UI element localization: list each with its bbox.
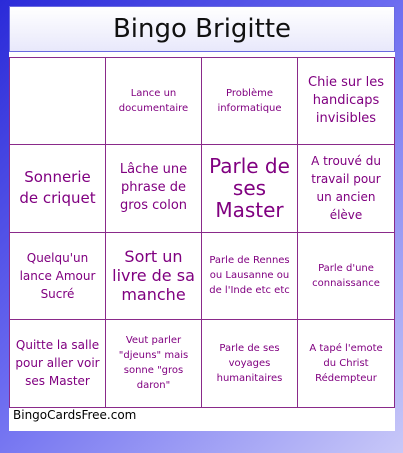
- bingo-cell-8[interactable]: A trouvé du travail pour un ancien élève: [298, 145, 394, 232]
- bingo-cell-14[interactable]: Veut parler "djeuns" mais sonne "gros daron": [106, 320, 202, 407]
- bingo-cell-1[interactable]: [10, 58, 106, 145]
- bingo-cell-13[interactable]: Quitte la salle pour aller voir ses Master: [10, 320, 106, 407]
- footer-link[interactable]: BingoCardsFree.com: [13, 408, 137, 422]
- bingo-cell-4[interactable]: Chie sur les handicaps invisibles: [298, 58, 394, 145]
- bingo-cell-5[interactable]: Sonnerie de criquet: [10, 145, 106, 232]
- bingo-cell-16[interactable]: A tapé l'emote du Christ Rédempteur: [309, 342, 383, 384]
- bingo-cell-12[interactable]: Parle d'une connaissance: [298, 233, 394, 320]
- bingo-cell-6[interactable]: Lâche une phrase de gros colon: [106, 145, 202, 232]
- bingo-cell-2[interactable]: Lance un documentaire: [106, 58, 202, 145]
- bingo-cell-11[interactable]: Parle de Rennes ou Lausanne ou de l'Inde etc etc: [202, 233, 298, 320]
- bingo-cell-9[interactable]: Quelqu'un lance Amour Sucré: [10, 233, 106, 320]
- card-title: Bingo Brigitte: [9, 6, 395, 52]
- bingo-card: [9, 6, 395, 431]
- bingo-cell-15[interactable]: Parle de ses voyages humanitaires: [202, 320, 298, 407]
- bingo-cell-3[interactable]: Problème informatique: [202, 58, 298, 145]
- bingo-grid: [9, 57, 395, 408]
- bingo-cell-10[interactable]: Sort un livre de sa manche: [106, 233, 202, 320]
- bingo-cell-7[interactable]: Parle de ses Master: [202, 145, 298, 232]
